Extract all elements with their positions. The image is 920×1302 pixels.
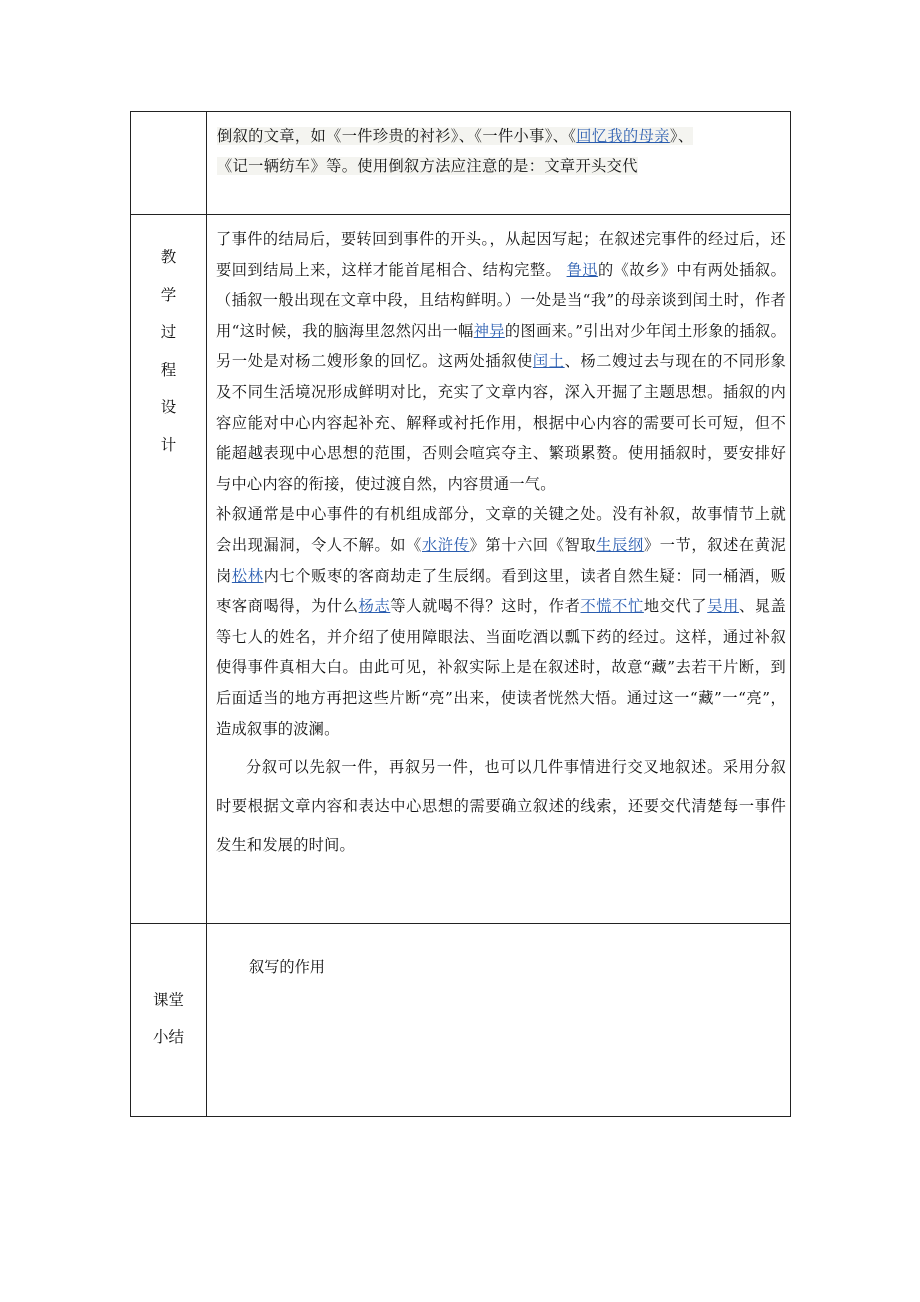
label-char: 程 (160, 360, 177, 379)
paragraph-supplement (216, 499, 786, 744)
text-segment: 地交代了 (643, 597, 708, 616)
text-segment: 等人就喝不得？这时，作者 (390, 597, 581, 616)
label-text: 课堂 (152, 991, 184, 1009)
table-row (131, 924, 791, 1117)
text-segment: 的《故乡》中有两处插叙。（插叙一般出现在文章中段，且结构鲜明。）一处是当“我”的母亲谈到闰土时，作者用“这时候，我的脑海里忽然闪出一幅 (216, 260, 787, 340)
vertical-label (131, 924, 206, 1056)
paragraph-insertion (216, 224, 786, 499)
link-runtu[interactable]: 闰土 (532, 352, 565, 371)
summary-text: 叙写的作用 (249, 958, 325, 976)
text-segment: 》、 (669, 127, 694, 145)
content-cell-summary (207, 924, 791, 1117)
table-row (131, 215, 791, 924)
content-cell-teaching-process (207, 215, 791, 924)
label-char: 计 (160, 435, 177, 454)
text-segment: 补叙通常是中心事件的有机组成部分，文章的关键之处。没有补叙，故事情节上就会出现漏洞，令人不解。如《 (216, 505, 786, 554)
text-segment: 、杨二嫂过去与现在的不同形象及不同生活境况形成鲜明对比，充实了文章内容，深入开掘了主题思想。插叙的内容应能对中心内容起补充、解释或衬托作用，根据中心内容的需要可长可短，但不能超越表现中心思想的范围，否则会喧宾夺主、繁琐累赘。使用插叙时，要安排好与中心内容的衔接，使过渡自然，内容贯通一气。 (216, 352, 787, 493)
label-cell-empty (131, 112, 207, 215)
text-segment: 倒叙的文章，如《一件珍贵的衬衫》、《一件小事》、《 (217, 127, 577, 145)
text-segment: 》一节，叙述在黄泥岗 (216, 535, 787, 585)
text-segment: 》第十六回《智取 (469, 535, 597, 554)
table-row (131, 112, 791, 215)
link-shenyi[interactable]: 神异 (473, 321, 505, 340)
text-segment: 《记一辆纺车》等。使用倒叙方法应注意的是：文章开头交代 (217, 157, 638, 175)
text-segment: 了事件的结局后，要转回到事件的开头。，从起因写起；在叙述完事件的经过后，还要回到结局上来，这样才能首尾相合、结构完整。 (216, 230, 786, 279)
link-huiyi-wo-de-muqin[interactable]: 回忆我的母亲 (576, 127, 670, 145)
lesson-plan-table (130, 111, 791, 1117)
link-yang-zhi[interactable]: 杨志 (358, 597, 391, 616)
text-segment: 、晁盖等七人的姓名，并介绍了使用障眼法、当面吃酒以瓢下药的经过。这样，通过补叙使得事件真相大白。由此可见，补叙实际上是在叙述时，故意“藏”去若干片断，到后面适当的地方再把这些片断“亮”出来，使读者恍然大悟。通过这一“藏”一“亮”，造成叙事的波澜。 (216, 597, 787, 738)
link-lu-xun[interactable]: 鲁迅 (566, 260, 598, 279)
text-segment: 的图画来。”引出对少年闰土形象的插叙。另一处是对杨二嫂形象的回忆。这两处插叙使 (216, 321, 787, 371)
content-cell-flashback (207, 112, 791, 215)
label-char: 教 (160, 248, 177, 266)
label-cell-summary (131, 924, 207, 1117)
link-songlin[interactable]: 松林 (231, 566, 264, 585)
vertical-label (131, 215, 206, 464)
link-shuihu-zhuan[interactable]: 水浒传 (421, 535, 470, 554)
label-cell-teaching-process (131, 215, 207, 924)
paragraph-parallel: 分叙可以先叙一件，再叙另一件，也可以几件事情进行交叉地叙述。采用分叙时要根据文章内容和表达中心思想的需要确立叙述的线索，还要交代清楚每一事件发生和发展的时间。 (216, 758, 786, 855)
link-wu-yong[interactable]: 吴用 (707, 597, 739, 616)
link-buhuang-bumang[interactable]: 不慌不忙 (580, 597, 644, 616)
label-text: 小结 (152, 1028, 184, 1046)
label-char: 学 (160, 285, 177, 304)
label-char: 过 (160, 323, 177, 341)
link-shengchen-gang[interactable]: 生辰纲 (596, 535, 644, 554)
label-char: 设 (160, 398, 177, 416)
text-segment: 内七个贩枣的客商劫走了生辰纲。看到这里，读者自然生疑：同一桶酒，贩枣客商喝得，为什么 (216, 566, 787, 616)
